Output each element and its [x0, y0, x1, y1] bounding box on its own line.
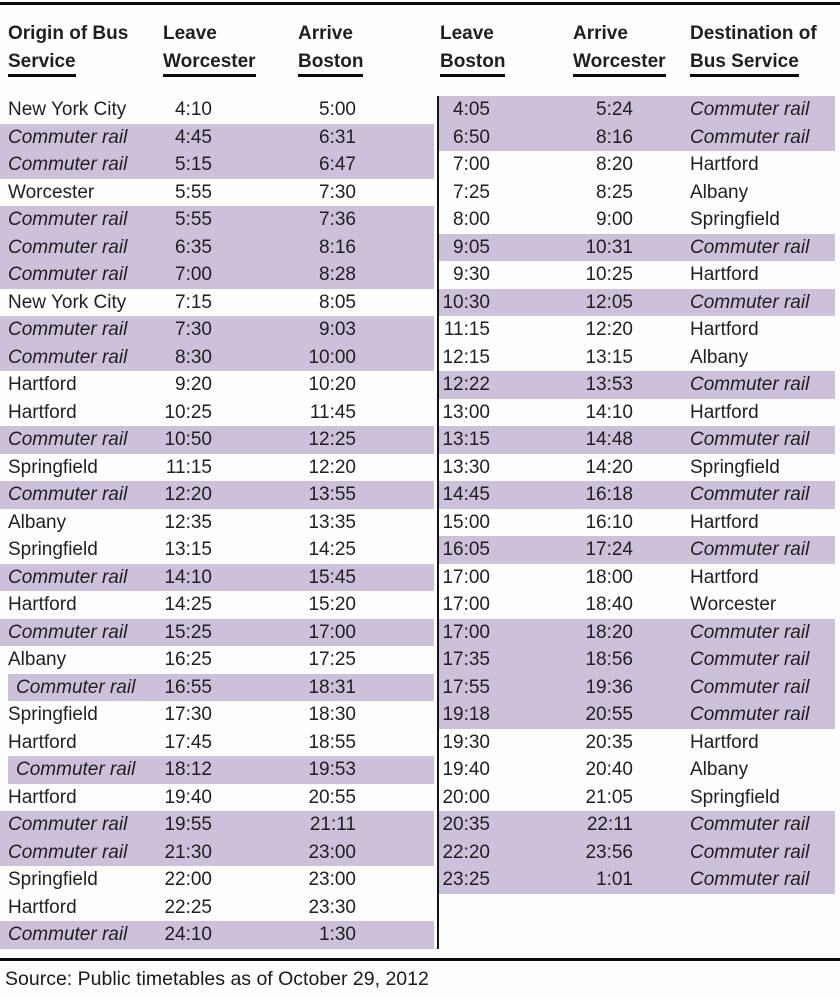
leave-boston-cell: 14:45 [442, 484, 490, 505]
table-row [0, 234, 434, 262]
leave-boston-cell: 19:40 [442, 759, 490, 780]
leave-boston-cell: 16:05 [442, 539, 490, 560]
leave-boston-cell: 20:00 [442, 786, 490, 808]
header-arrive-boston [298, 20, 440, 77]
destination-cell: Commuter rail [690, 621, 810, 643]
origin-cell: Springfield [8, 704, 98, 725]
table-row [0, 646, 434, 674]
header-arrive-boston-line1: Arrive [298, 23, 353, 44]
destination-cell: Albany [690, 346, 749, 368]
arrive-worcester-cell: 18:20 [585, 621, 633, 643]
arrive-worcester-cell: 10:25 [585, 264, 633, 285]
leave-boston-cell: 17:00 [442, 566, 490, 588]
origin-cell: Albany [8, 511, 67, 533]
table-row [0, 591, 434, 619]
origin-cell: Commuter rail [16, 759, 136, 780]
leave-boston-cell: 23:25 [442, 869, 490, 890]
destination-cell: Albany [690, 181, 749, 203]
leave-worcester-cell: 21:30 [164, 841, 212, 863]
destination-cell: Commuter rail [690, 429, 810, 450]
arrive-boston-cell: 8:28 [319, 264, 356, 285]
destination-cell: Hartford [690, 401, 759, 423]
leave-boston-cell: 11:15 [443, 319, 490, 340]
leave-boston-cell: 17:00 [442, 621, 490, 643]
arrive-worcester-cell: 12:20 [585, 319, 633, 340]
table-row [0, 124, 434, 152]
leave-worcester-cell: 7:00 [175, 264, 212, 285]
leave-boston-cell: 8:00 [453, 209, 490, 230]
arrive-worcester-cell: 1:01 [596, 869, 633, 890]
header-destination [690, 20, 840, 77]
leave-worcester-cell: 11:15 [165, 456, 212, 478]
arrive-boston-cell: 23:00 [308, 869, 356, 890]
leave-worcester-cell: 18:12 [164, 759, 212, 780]
table-row [439, 234, 835, 262]
destination-cell: Commuter rail [690, 291, 810, 313]
destination-cell: Commuter rail [690, 484, 810, 505]
table-row [439, 399, 835, 427]
table-row [0, 866, 434, 894]
table-row [439, 124, 835, 152]
arrive-boston-cell: 23:00 [308, 841, 356, 863]
destination-cell: Springfield [690, 786, 780, 808]
table-row [439, 591, 835, 619]
destination-cell: Commuter rail [690, 236, 810, 258]
arrive-worcester-cell: 19:36 [585, 676, 633, 698]
outbound-table [0, 96, 434, 949]
origin-cell: Commuter rail [8, 814, 128, 835]
arrive-boston-cell: 18:55 [308, 731, 356, 753]
table-row [439, 729, 835, 757]
leave-boston-cell: 13:15 [442, 429, 490, 450]
table-row [439, 536, 835, 564]
origin-cell: Hartford [8, 401, 77, 423]
origin-cell: Commuter rail [8, 841, 128, 863]
table-row [439, 784, 835, 812]
arrive-boston-cell: 11:45 [309, 401, 356, 423]
header-leave-boston-line1: Leave [440, 23, 494, 44]
arrive-worcester-cell: 8:25 [596, 181, 633, 203]
arrive-boston-cell: 12:25 [308, 429, 356, 450]
header-arrive-worcester-line2: Worcester [573, 50, 666, 77]
arrive-worcester-cell: 20:55 [585, 704, 633, 725]
arrive-boston-cell: 1:30 [319, 924, 356, 945]
leave-boston-cell: 19:18 [442, 704, 490, 725]
header-leave-worcester [163, 20, 298, 77]
arrive-worcester-cell: 17:24 [585, 539, 633, 560]
arrive-worcester-cell: 18:40 [585, 594, 633, 615]
table-row [0, 344, 434, 372]
arrive-worcester-cell: 10:31 [585, 236, 633, 258]
leave-worcester-cell: 10:50 [164, 429, 212, 450]
leave-boston-cell: 10:30 [442, 291, 490, 313]
table-row [439, 564, 835, 592]
arrive-boston-cell: 15:20 [308, 594, 356, 615]
table-row [0, 289, 434, 317]
table-row [439, 619, 835, 647]
table-row [439, 96, 835, 124]
arrive-boston-cell: 8:05 [319, 291, 356, 313]
destination-cell: Hartford [690, 154, 759, 175]
table-row [0, 454, 434, 482]
leave-worcester-cell: 19:55 [164, 814, 212, 835]
leave-worcester-cell: 17:45 [164, 731, 212, 753]
inbound-table [439, 96, 835, 894]
leave-worcester-cell: 22:00 [164, 869, 212, 890]
arrive-boston-cell: 17:25 [308, 649, 356, 670]
destination-cell: Hartford [690, 731, 759, 753]
table-row [0, 96, 434, 124]
table-row [8, 756, 434, 784]
leave-worcester-cell: 16:55 [164, 676, 212, 698]
table-row [0, 371, 434, 399]
leave-boston-cell: 6:50 [453, 126, 490, 148]
origin-cell: Hartford [8, 896, 77, 918]
destination-cell: Commuter rail [690, 649, 810, 670]
leave-boston-cell: 12:15 [442, 346, 490, 368]
table-row [439, 811, 835, 839]
table-row [0, 811, 434, 839]
header-leave-worcester-line1: Leave [163, 23, 217, 44]
table-row [439, 151, 835, 179]
leave-boston-cell: 9:30 [453, 264, 490, 285]
destination-cell: Hartford [690, 566, 759, 588]
leave-worcester-cell: 12:20 [164, 484, 212, 505]
table-row [439, 674, 835, 702]
destination-cell: Worcester [690, 594, 777, 615]
leave-boston-cell: 17:35 [442, 649, 490, 670]
origin-cell: New York City [8, 291, 127, 313]
arrive-worcester-cell: 20:40 [585, 759, 633, 780]
destination-cell: Commuter rail [690, 539, 810, 560]
origin-cell: Commuter rail [8, 236, 128, 258]
leave-boston-cell: 9:05 [453, 236, 490, 258]
table-row [0, 894, 434, 922]
origin-cell: Commuter rail [8, 346, 128, 368]
origin-cell: Springfield [8, 456, 98, 478]
origin-cell: Commuter rail [8, 154, 128, 175]
arrive-worcester-cell: 22:11 [586, 814, 633, 835]
leave-boston-cell: 13:30 [442, 456, 490, 478]
arrive-boston-cell: 18:30 [308, 704, 356, 725]
leave-worcester-cell: 8:30 [175, 346, 212, 368]
destination-cell: Hartford [690, 511, 759, 533]
table-row [8, 674, 434, 702]
table-row [439, 756, 835, 784]
destination-cell: Springfield [690, 209, 780, 230]
table-body [0, 96, 840, 949]
origin-cell: Commuter rail [8, 209, 128, 230]
table-row [0, 509, 434, 537]
origin-cell: Springfield [8, 869, 98, 890]
arrive-boston-cell: 20:55 [308, 786, 356, 808]
table-row [0, 701, 434, 729]
arrive-worcester-cell: 21:05 [585, 786, 633, 808]
leave-boston-cell: 20:35 [442, 814, 490, 835]
arrive-worcester-cell: 14:48 [585, 429, 633, 450]
arrive-boston-cell: 10:00 [308, 346, 356, 368]
header-destination-line2: Bus Service [690, 50, 799, 77]
origin-cell: Commuter rail [8, 429, 128, 450]
table-row [439, 481, 835, 509]
leave-worcester-cell: 14:25 [164, 594, 212, 615]
arrive-boston-cell: 13:55 [308, 484, 356, 505]
leave-worcester-cell: 16:25 [164, 649, 212, 670]
source-note: Source: Public timetables as of October 29, 2012 [5, 968, 429, 990]
leave-worcester-cell: 22:25 [164, 896, 212, 918]
destination-cell: Hartford [690, 264, 759, 285]
header-arrive-worcester [573, 20, 690, 77]
arrive-worcester-cell: 8:16 [596, 126, 633, 148]
leave-worcester-cell: 19:40 [164, 786, 212, 808]
arrive-boston-cell: 7:30 [319, 181, 356, 203]
table-row [439, 206, 835, 234]
table-row [439, 839, 835, 867]
arrive-worcester-cell: 9:00 [596, 209, 633, 230]
leave-boston-cell: 19:30 [442, 731, 490, 753]
leave-boston-cell: 17:55 [442, 676, 490, 698]
arrive-worcester-cell: 16:10 [585, 511, 633, 533]
leave-worcester-cell: 10:25 [164, 401, 212, 423]
arrive-worcester-cell: 18:56 [585, 649, 633, 670]
table-row [0, 839, 434, 867]
arrive-boston-cell: 10:20 [308, 374, 356, 395]
origin-cell: Hartford [8, 594, 77, 615]
destination-cell: Commuter rail [690, 869, 810, 890]
header-origin-line1: Origin of Bus [8, 23, 129, 44]
table-row [0, 206, 434, 234]
table-row [439, 701, 835, 729]
header-arrive-worcester-line1: Arrive [573, 23, 628, 44]
destination-cell: Commuter rail [690, 99, 810, 120]
leave-boston-cell: 7:25 [453, 181, 490, 203]
arrive-worcester-cell: 12:05 [585, 291, 633, 313]
leave-worcester-cell: 17:30 [164, 704, 212, 725]
destination-cell: Commuter rail [690, 841, 810, 863]
arrive-boston-cell: 17:00 [308, 621, 356, 643]
arrive-worcester-cell: 13:53 [585, 374, 633, 395]
leave-worcester-cell: 14:10 [164, 566, 212, 588]
table-row [439, 454, 835, 482]
origin-cell: Commuter rail [8, 126, 128, 148]
arrive-boston-cell: 7:36 [319, 209, 356, 230]
leave-worcester-cell: 15:25 [164, 621, 212, 643]
leave-boston-cell: 13:00 [442, 401, 490, 423]
header-origin-line2: Service [8, 50, 76, 77]
leave-worcester-cell: 7:30 [175, 319, 212, 340]
table-row [0, 151, 434, 179]
leave-boston-cell: 4:05 [453, 99, 490, 120]
origin-cell: Commuter rail [8, 566, 128, 588]
table-row [0, 481, 434, 509]
table-row [439, 316, 835, 344]
table-row [0, 921, 434, 949]
arrive-boston-cell: 15:45 [308, 566, 356, 588]
arrive-boston-cell: 12:20 [308, 456, 356, 478]
leave-worcester-cell: 5:55 [175, 181, 212, 203]
destination-cell: Commuter rail [690, 126, 810, 148]
header-leave-boston-line2: Boston [440, 50, 505, 77]
origin-cell: Albany [8, 649, 67, 670]
arrive-boston-cell: 6:47 [319, 154, 356, 175]
leave-worcester-cell: 4:10 [175, 99, 212, 120]
arrive-worcester-cell: 16:18 [585, 484, 633, 505]
origin-cell: Hartford [8, 374, 77, 395]
header-leave-boston [440, 20, 573, 77]
header-leave-worcester-line2: Worcester [163, 50, 256, 77]
arrive-worcester-cell: 8:20 [596, 154, 633, 175]
arrive-boston-cell: 18:31 [308, 676, 356, 698]
leave-boston-cell: 22:20 [442, 841, 490, 863]
bottom-rule [0, 958, 840, 961]
destination-cell: Albany [690, 759, 749, 780]
origin-cell: New York City [8, 99, 127, 120]
arrive-boston-cell: 14:25 [308, 539, 356, 560]
leave-boston-cell: 7:00 [453, 154, 490, 175]
arrive-worcester-cell: 23:56 [585, 841, 633, 863]
arrive-worcester-cell: 20:35 [585, 731, 633, 753]
table-row [0, 619, 434, 647]
table-header [0, 20, 840, 77]
arrive-boston-cell: 19:53 [308, 759, 356, 780]
origin-cell: Commuter rail [8, 319, 128, 340]
table-row [439, 289, 835, 317]
table-row [0, 426, 434, 454]
origin-cell: Commuter rail [8, 621, 128, 643]
table-row [0, 179, 434, 207]
origin-cell: Hartford [8, 731, 77, 753]
leave-worcester-cell: 7:15 [175, 291, 212, 313]
arrive-worcester-cell: 14:20 [585, 456, 633, 478]
leave-worcester-cell: 4:45 [175, 126, 212, 148]
table-row [439, 866, 835, 894]
arrive-boston-cell: 9:03 [319, 319, 356, 340]
header-arrive-boston-line2: Boston [298, 50, 363, 77]
arrive-worcester-cell: 18:00 [585, 566, 633, 588]
leave-boston-cell: 17:00 [442, 594, 490, 615]
table-row [439, 646, 835, 674]
leave-worcester-cell: 13:15 [164, 539, 212, 560]
leave-worcester-cell: 5:15 [175, 154, 212, 175]
destination-cell: Springfield [690, 456, 780, 478]
arrive-worcester-cell: 13:15 [585, 346, 633, 368]
origin-cell: Hartford [8, 786, 77, 808]
table-row [439, 426, 835, 454]
table-row [0, 261, 434, 289]
arrive-boston-cell: 8:16 [319, 236, 356, 258]
table-row [0, 564, 434, 592]
arrive-boston-cell: 21:11 [309, 814, 356, 835]
arrive-boston-cell: 5:00 [319, 99, 356, 120]
table-row [0, 399, 434, 427]
destination-cell: Commuter rail [690, 814, 810, 835]
destination-cell: Commuter rail [690, 374, 810, 395]
table-row [439, 344, 835, 372]
destination-cell: Commuter rail [690, 704, 810, 725]
origin-cell: Commuter rail [16, 676, 136, 698]
arrive-worcester-cell: 14:10 [585, 401, 633, 423]
arrive-boston-cell: 23:30 [308, 896, 356, 918]
origin-cell: Springfield [8, 539, 98, 560]
leave-worcester-cell: 12:35 [164, 511, 212, 533]
origin-cell: Commuter rail [8, 264, 128, 285]
arrive-boston-cell: 13:35 [308, 511, 356, 533]
table-row [439, 179, 835, 207]
arrive-worcester-cell: 5:24 [596, 99, 633, 120]
leave-boston-cell: 12:22 [442, 374, 490, 395]
top-rule [0, 2, 840, 5]
leave-worcester-cell: 9:20 [175, 374, 212, 395]
leave-worcester-cell: 24:10 [164, 924, 212, 945]
table-row [439, 261, 835, 289]
table-row [0, 536, 434, 564]
arrive-boston-cell: 6:31 [319, 126, 356, 148]
leave-worcester-cell: 6:35 [175, 236, 212, 258]
destination-cell: Commuter rail [690, 676, 810, 698]
header-destination-line1: Destination of [690, 23, 817, 44]
origin-cell: Worcester [8, 181, 95, 203]
table-row [439, 371, 835, 399]
origin-cell: Commuter rail [8, 484, 128, 505]
destination-cell: Hartford [690, 319, 759, 340]
table-row [0, 729, 434, 757]
leave-boston-cell: 15:00 [442, 511, 490, 533]
origin-cell: Commuter rail [8, 924, 128, 945]
table-row [0, 316, 434, 344]
header-origin [0, 20, 163, 77]
table-row [0, 784, 434, 812]
table-row [439, 509, 835, 537]
leave-worcester-cell: 5:55 [175, 209, 212, 230]
